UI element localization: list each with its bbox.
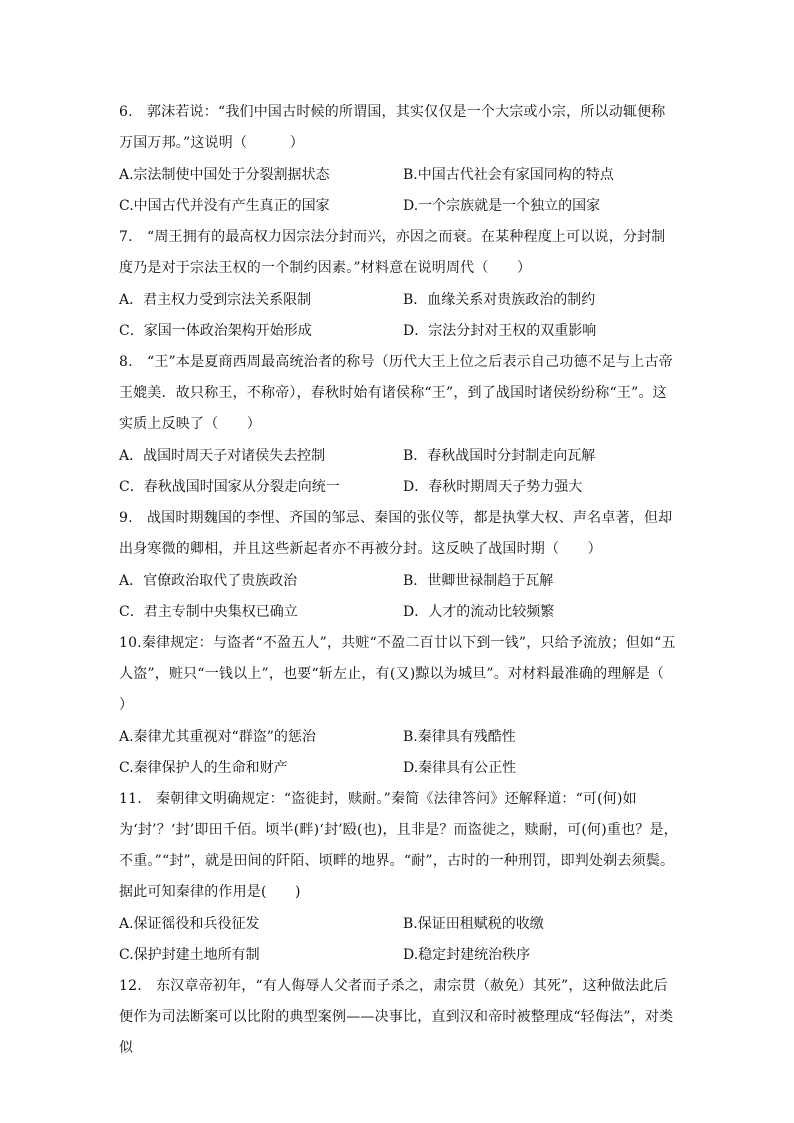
- question-8-stem: 8. “王”本是夏商西周最高统治者的称号（历代大王上位之后表示自己功德不足与上古帝王媲美．故只称王，不称帝），春秋时始有诸侯称“王”，到了战国时诸侯纷纷称“王”。这实质上反映了（ ）: [119, 354, 673, 432]
- question-11-option-c: C.保护封建土地所有制: [119, 947, 260, 963]
- question-10-option-a: A.秦律尤其重视对“群盗”的惩治: [119, 729, 316, 745]
- question-9-option-b: B．世卿世禄制趋于瓦解: [403, 573, 554, 589]
- question-10-option-c: C.秦律保护人的生命和财产: [119, 760, 288, 776]
- question-12-stem: 12. 东汉章帝初年，“有人侮辱人父者而子杀之，肃宗贯（赦免）其死”，这种做法此后便作为司法断案可以比附的典型案例——决事比，直到汉和帝时被整理成“轻侮法”，对类似: [119, 978, 674, 1056]
- question-7-option-a: A．君主权力受到宗法关系限制: [119, 292, 312, 308]
- question-9-option-a: A．官僚政治取代了贵族政治: [119, 573, 298, 589]
- question-10-stem: 10.秦律规定：与盗者“不盈五人”，共赃“不盈二百廿以下到一钱”，只给予流放；但如“五人盗”，赃只“一钱以上”，也要“斩左止，有(又)黥以为城旦”。对材料最准确的理解是（ ）: [119, 635, 693, 713]
- question-7-option-b: B．血缘关系对贵族政治的制约: [403, 292, 596, 308]
- question-6-option-d: D.一个宗族就是一个独立的国家: [403, 198, 601, 214]
- question-9-stem: 9. 战国时期魏国的李悝、齐国的邹忌、秦国的张仪等，都是执掌大权、声名卓著，但却出身寒微的卿相，并且这些新起者亦不再被分封。这反映了战国时期（ ）: [119, 510, 673, 557]
- question-6-option-c: C.中国古代并没有产生真正的国家: [119, 198, 330, 214]
- question-11-stem: 11. 秦朝律文明确规定：“盗徙封，赎耐。”秦简《法律答问》还解释道：“可(何)如为‘封’？‘封’即田千佰。顷半(畔)‘封’殹(也)，且非是？而盗徙之，赎耐，可(何)重也？是，不重。”“封”，就是田间的阡陌、顷畔的地界。“耐”，古时的一种刑罚，即判处剃去须鬓。据此可知秦律的作用是( ): [119, 791, 678, 900]
- question-6-option-b: B.中国古代社会有家国同构的特点: [403, 167, 614, 183]
- question-11-option-d: D.稳定封建统治秩序: [403, 947, 531, 963]
- question-8-option-c: C．春秋战国时国家从分裂走向统一: [119, 479, 340, 495]
- question-8-option-a: A．战国时周天子对诸侯失去控制: [119, 448, 326, 464]
- question-7-stem: 7. “周王拥有的最高权力因宗法分封而兴，亦因之而衰。在某种程度上可以说，分封制度乃是对于宗法王权的一个制约因素。”材料意在说明周代（ ）: [119, 229, 666, 276]
- question-10-option-b: B.秦律具有残酷性: [403, 729, 516, 745]
- question-8-option-b: B．春秋战国时分封制走向瓦解: [403, 448, 596, 464]
- question-9-option-c: C．君主专制中央集权已确立: [119, 604, 298, 620]
- question-6-option-a: A.宗法制使中国处于分裂割据状态: [119, 167, 330, 183]
- question-6-stem: 6. 郭沫若说：“我们中国古时候的所谓国，其实仅仅是一个大宗或小宗，所以动辄便称万国万邦。”这说明（ ）: [119, 104, 666, 151]
- question-11-option-b: B.保证田租赋税的收缴: [403, 916, 544, 932]
- question-9-option-d: D．人才的流动比较频繁: [403, 604, 555, 620]
- question-7-option-d: D．宗法分封对王权的双重影响: [403, 323, 597, 339]
- question-11-option-a: A.保证徭役和兵役征发: [119, 916, 260, 932]
- question-8-option-d: D．春秋时期周天子势力强大: [403, 479, 583, 495]
- question-10-option-d: D.秦律具有公正性: [403, 760, 517, 776]
- question-7-option-c: C．家国一体政治架构开始形成: [119, 323, 312, 339]
